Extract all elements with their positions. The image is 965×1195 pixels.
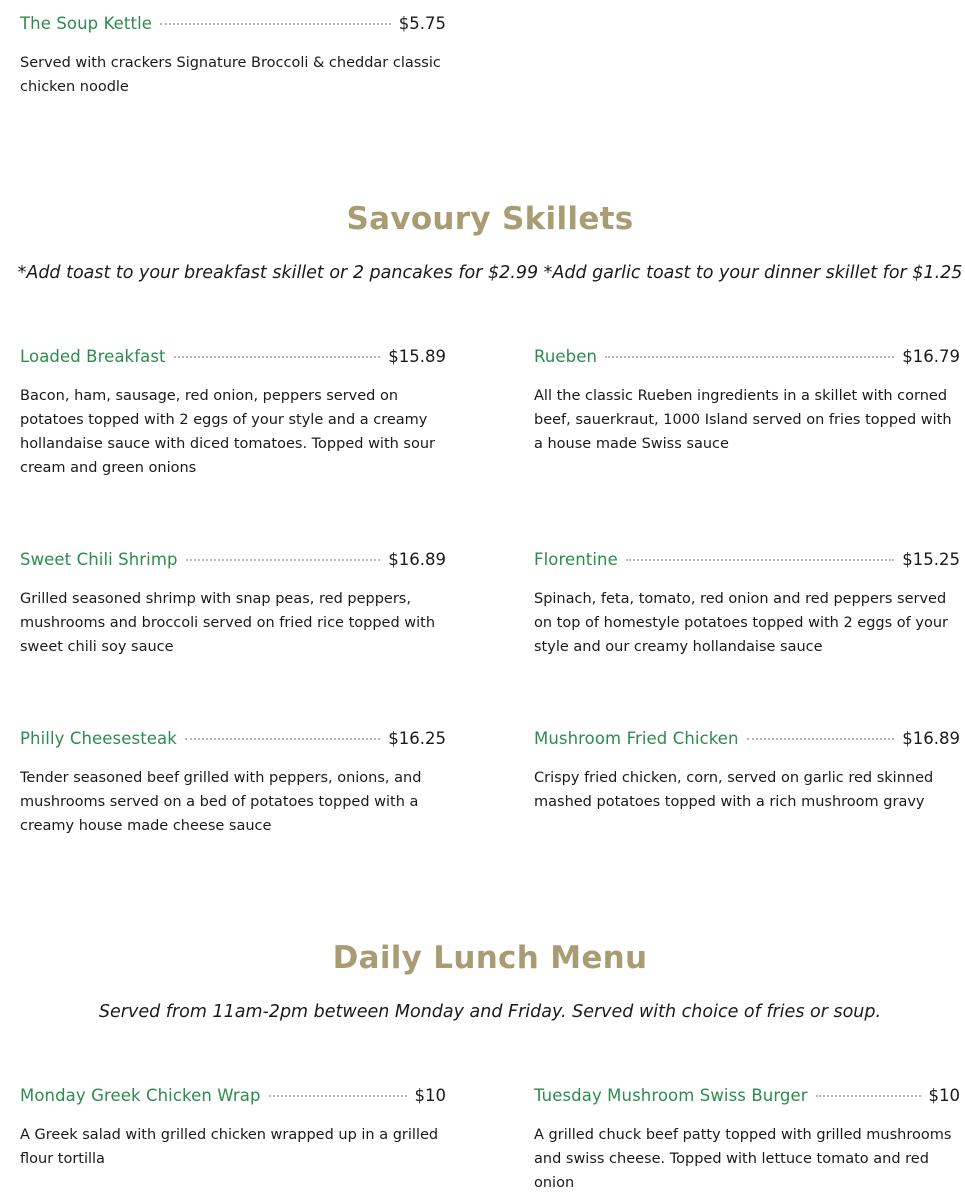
menu-item-price: $10 (928, 1086, 960, 1105)
section-note-skillets: *Add toast to your breakfast skillet or 2 pancakes for $2.99 *Add garlic toast to your dinner skillet for $1.25 (17, 263, 963, 283)
dot-leader (747, 738, 895, 740)
menu-item-description: Served with crackers Signature Broccoli & cheddar classic chicken noodle (20, 55, 441, 95)
menu-item-name: The Soup Kettle (20, 14, 153, 33)
menu-item-header (534, 347, 960, 371)
menu-item-name: Monday Greek Chicken Wrap (20, 1086, 261, 1105)
dot-leader (174, 356, 381, 358)
menu-item (20, 347, 446, 480)
menu-item-description: Tender seasoned beef grilled with peppers, onions, and mushrooms served on a bed of potatoes topped with a creamy house made cheese sauce (20, 770, 422, 834)
menu-item-price: $15.89 (388, 347, 446, 366)
dot-leader (605, 356, 894, 358)
menu-item-name: Sweet Chili Shrimp (20, 550, 178, 569)
menu-item-description: Bacon, ham, sausage, red onion, peppers served on potatoes topped with 2 eggs of your style and a creamy hollandaise sauce with diced tomatoes. Topped with sour cream and green onions (20, 388, 436, 476)
menu-item (534, 550, 960, 659)
section-title-skillets: Savoury Skillets (346, 201, 634, 237)
menu-item-price: $16.79 (902, 347, 960, 366)
menu-item-header (534, 729, 960, 753)
menu-item-price: $16.89 (902, 729, 960, 748)
menu-item-name: Tuesday Mushroom Swiss Burger (534, 1086, 808, 1105)
menu-item-price: $5.75 (398, 14, 446, 33)
menu-item-description: Grilled seasoned shrimp with snap peas, red peppers, mushrooms and broccoli served on fried rice topped with sweet chili soy sauce (20, 591, 436, 655)
menu-item (20, 729, 446, 838)
menu-item-description: A grilled chuck beef patty topped with grilled mushrooms and swiss cheese. Topped with lettuce tomato and red onion (534, 1127, 952, 1191)
menu-item-price: $15.25 (902, 550, 960, 569)
menu-item (20, 550, 446, 659)
menu-item-name: Florentine (534, 550, 618, 569)
menu-item (20, 1086, 446, 1171)
menu-item-price: $16.89 (388, 550, 446, 569)
menu-item-header (20, 729, 446, 753)
menu-item-header (20, 347, 446, 371)
menu-item (534, 729, 960, 814)
dot-leader (160, 23, 391, 25)
menu-item-description: Crispy fried chicken, corn, served on garlic red skinned mashed potatoes topped with a rich mushroom gravy (534, 770, 934, 810)
dot-leader (626, 559, 894, 561)
menu-item-name: Mushroom Fried Chicken (534, 729, 739, 748)
menu-item-price: $10 (414, 1086, 446, 1105)
dot-leader (186, 559, 381, 561)
menu-item-header (20, 550, 446, 574)
menu-item (534, 347, 960, 456)
menu-item-header (20, 1086, 446, 1110)
menu-item-description: A Greek salad with grilled chicken wrapped up in a grilled flour tortilla (20, 1127, 439, 1167)
dot-leader (185, 738, 380, 740)
menu-item-header (534, 550, 960, 574)
menu-item (534, 1086, 960, 1195)
menu-item-price: $16.25 (388, 729, 446, 748)
menu-item-description: All the classic Rueben ingredients in a skillet with corned beef, sauerkraut, 1000 Island served on fries topped with a house made Swiss sauce (534, 388, 952, 452)
menu-item-name: Philly Cheesesteak (20, 729, 177, 748)
dot-leader (269, 1095, 407, 1097)
menu-item-name: Loaded Breakfast (20, 347, 166, 366)
menu-item-soup-kettle (20, 14, 446, 99)
menu-item-header (20, 14, 446, 38)
dot-leader (816, 1095, 921, 1097)
section-title-lunch: Daily Lunch Menu (332, 940, 648, 976)
menu-item-header (534, 1086, 960, 1110)
menu-item-name: Rueben (534, 347, 598, 366)
section-note-lunch: Served from 11am-2pm between Monday and Friday. Served with choice of fries or soup. (98, 1002, 882, 1022)
menu-item-description: Spinach, feta, tomato, red onion and red peppers served on top of homestyle potatoes topped with 2 eggs of your style and our creamy hollandaise sauce (534, 591, 948, 655)
